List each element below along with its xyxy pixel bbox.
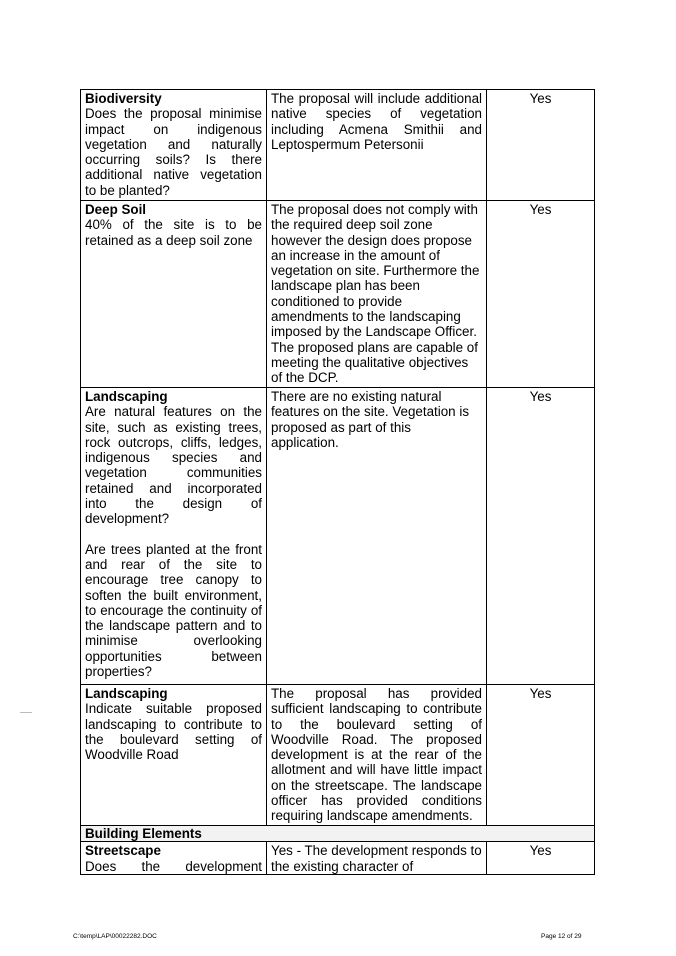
table-row [81, 388, 595, 685]
complies-cell: Yes [487, 90, 595, 201]
complies-cell: Yes [487, 842, 595, 875]
comment-cell: The proposal does not comply with the required deep soil zone however the design does propose an increase in the amount of vegetation on site. Furthermore the landscape plan has been conditioned to provide amendments to the landscaping imposed by the Landscape Officer. The proposed plans are capable of meeting the qualitative objectives of the DCP. [267, 201, 487, 388]
table-row [81, 685, 595, 826]
comment-cell: The proposal has provided sufficient landscaping to contribute to the boulevard setting of Woodville Road. The proposed development is at the rear of the allotment and will have little impact on the streetscape. The landscape officer has provided conditions requiring landscape amendments. [267, 685, 487, 826]
complies-cell: Yes [487, 685, 595, 826]
criteria-text: 40% of the site is to be retained as a deep soil zone [85, 217, 262, 248]
table-row [81, 842, 595, 875]
criteria-text: Indicate suitable proposed landscaping to contribute to the boulevard setting of Woodville Road [85, 701, 262, 763]
complies-cell: Yes [487, 201, 595, 388]
criteria-cell [81, 201, 267, 388]
row-heading: Landscaping [85, 389, 168, 404]
row-heading: Landscaping [85, 686, 168, 701]
row-heading: Streetscape [85, 843, 161, 859]
section-header-row [81, 826, 595, 842]
criteria-cell [81, 90, 267, 201]
criteria-text: Are natural features on the site, such as existing trees, rock outcrops, cliffs, ledges, indigenous species and vegetation communities retained and incorporated into the design of development? [85, 404, 262, 527]
row-heading: Deep Soil [85, 202, 147, 217]
comment-cell: There are no existing natural features on the site. Vegetation is proposed as part of this application. [267, 388, 487, 685]
criteria-text: Does the development [85, 858, 262, 874]
criteria-text: Does the proposal minimise impact on indigenous vegetation and naturally occurring soils? Is there additional native vegetation to be planted? [85, 106, 262, 198]
compliance-table [80, 89, 595, 875]
section-title: Building Elements [85, 826, 202, 841]
table-row [81, 201, 595, 388]
criteria-cell [81, 388, 267, 685]
footer-file-path: C:\temp\LAP\00022282.DOC [73, 933, 157, 940]
complies-cell: Yes [487, 388, 595, 685]
criteria-cell [81, 685, 267, 826]
comment-cell: The proposal will include additional native species of vegetation including Acmena Smithii and Leptospermum Petersonii [267, 90, 487, 201]
margin-mark [20, 712, 32, 713]
section-header-cell [81, 826, 595, 842]
row-heading: Biodiversity [85, 91, 162, 106]
table-row [81, 90, 595, 201]
footer-page-number: Page 12 of 29 [541, 933, 582, 940]
criteria-text-2: Are trees planted at the front and rear of the site to encourage tree canopy to soften the built environment, to encourage the continuity of the landscape pattern and to minimise overlooking opportunities between properties? [85, 541, 262, 680]
comment-cell: Yes - The development responds to the existing character of [267, 842, 487, 875]
criteria-cell [81, 842, 267, 875]
